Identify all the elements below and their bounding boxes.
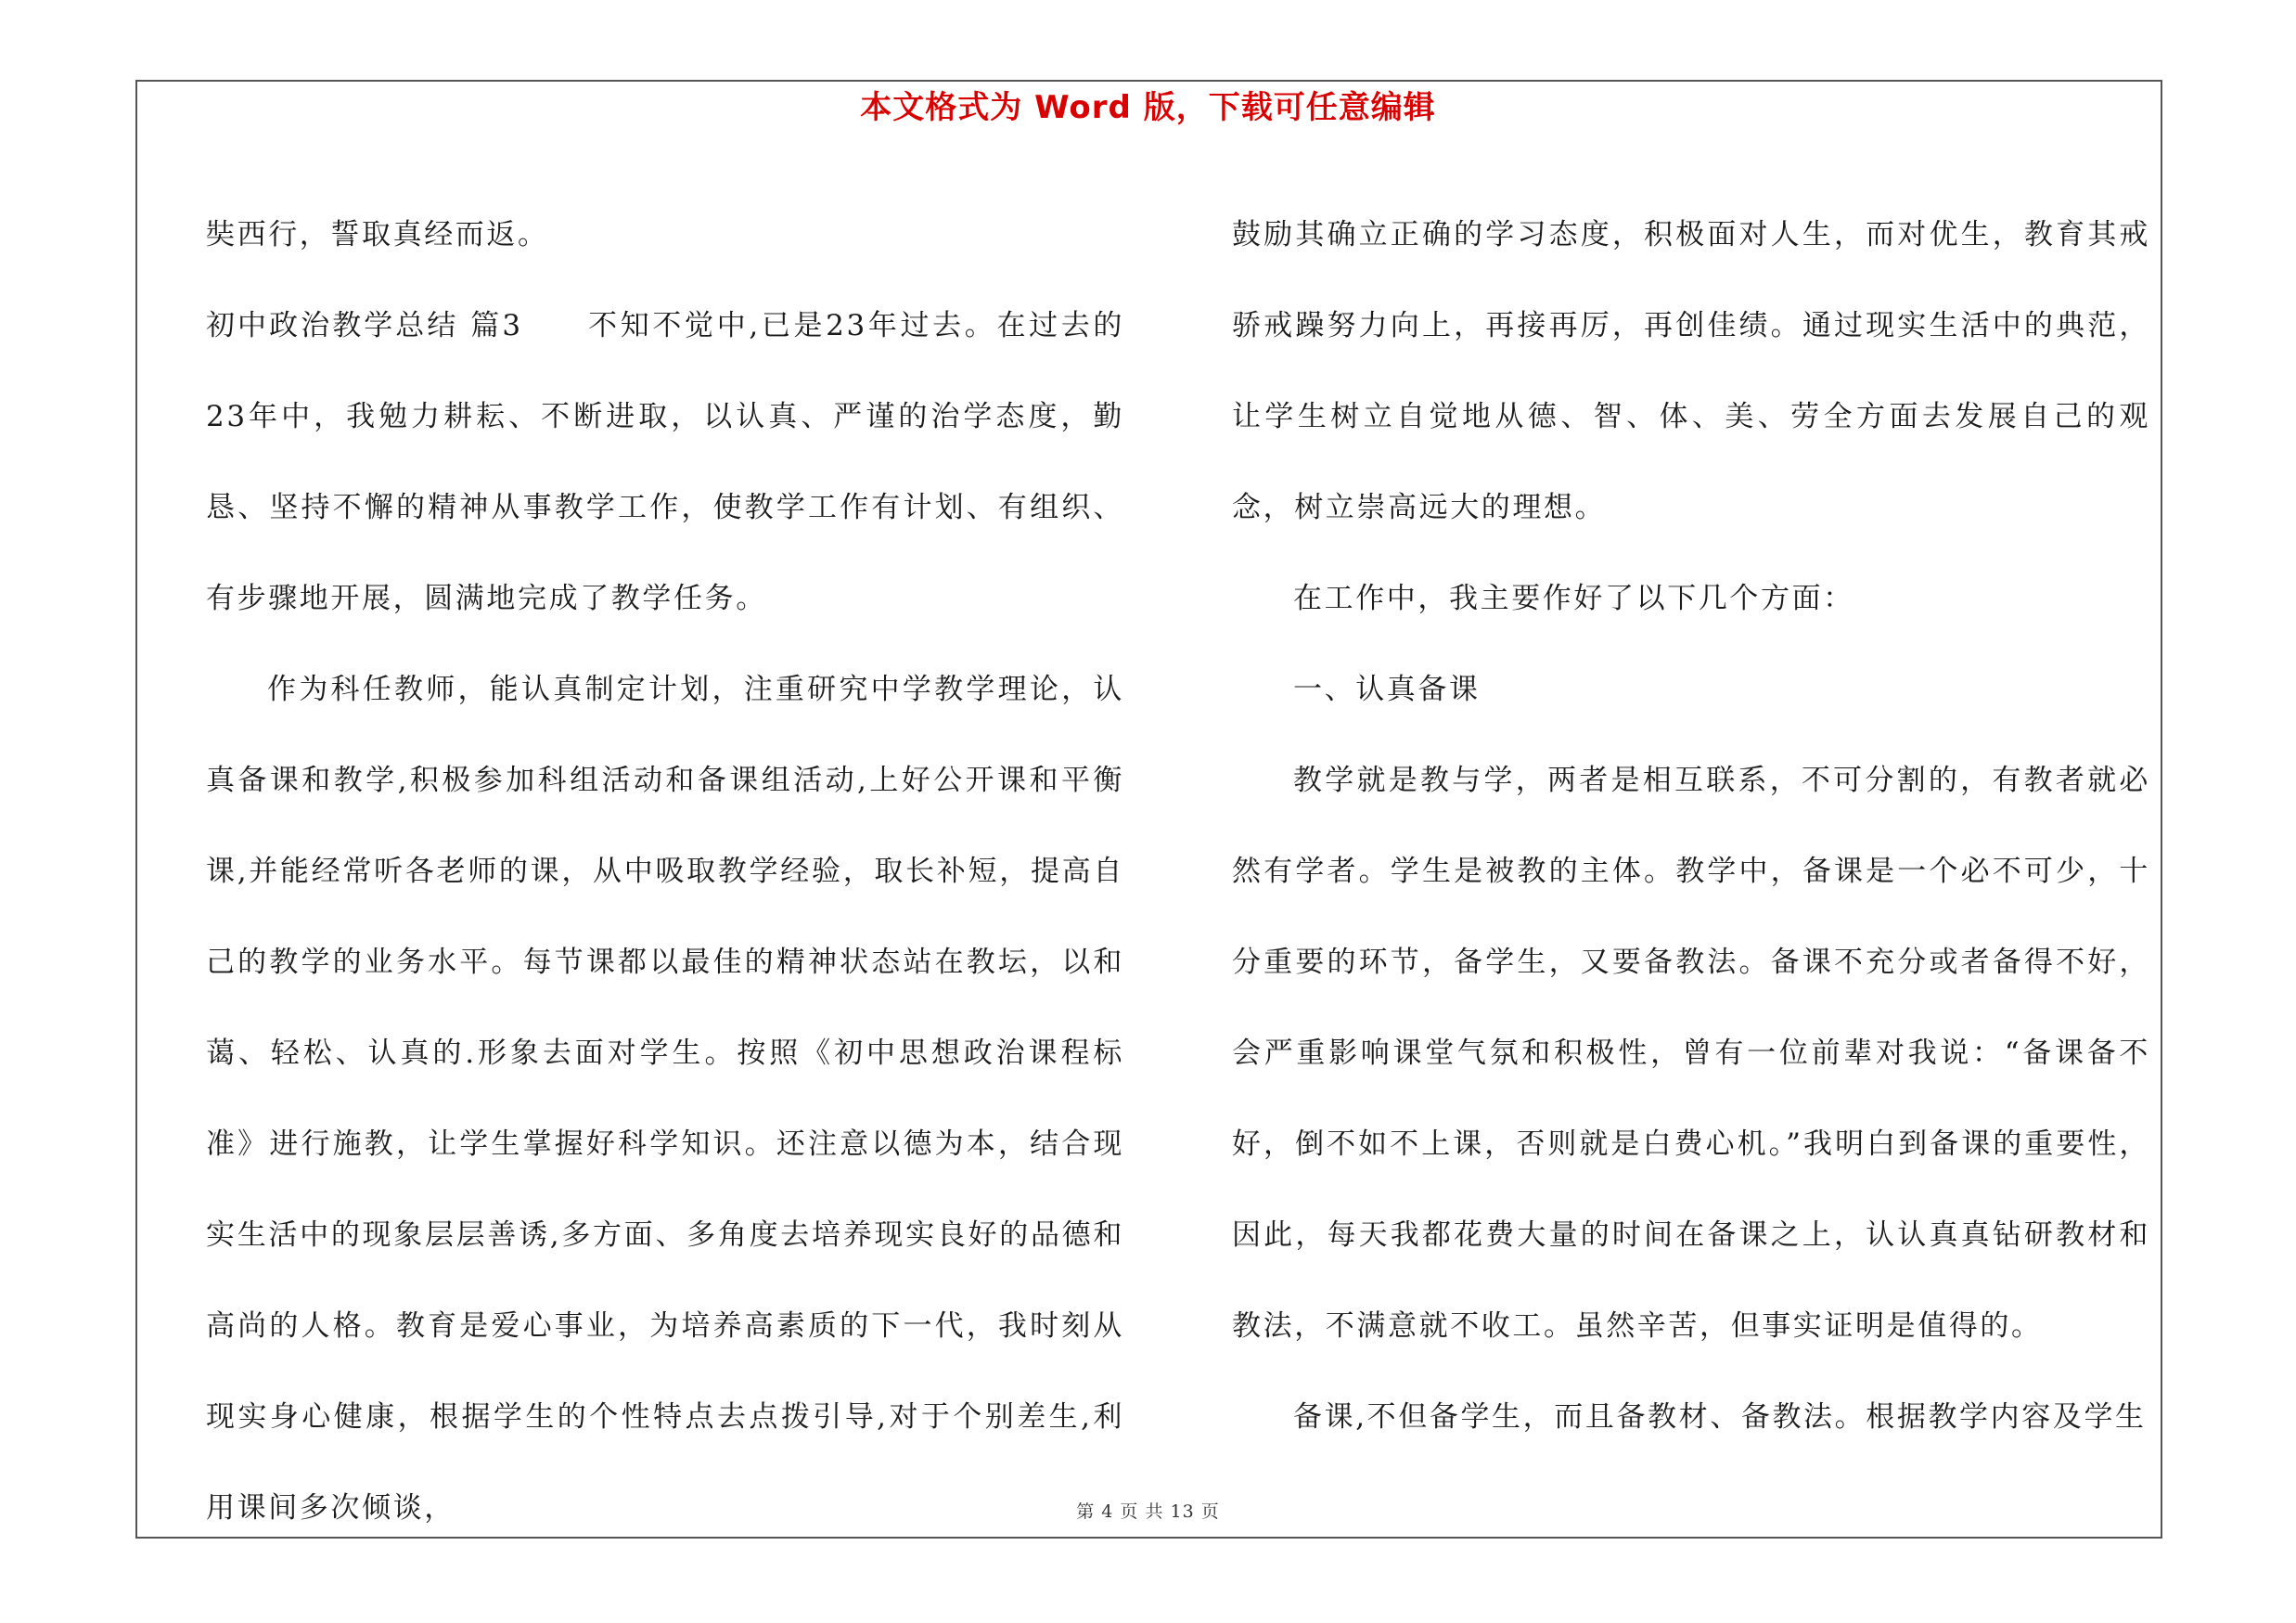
paragraph: 在工作中，我主要作好了以下几个方面： — [1293, 582, 1854, 615]
paragraph: 教学就是教与学，两者是相互联系，不可分割的，有教者就必然有学者。学生是被教的主体。教学中，备课是一个必不可少，十分重要的环节，备学生，又要备教法。备课不充分或者备得不好，会严重影响课堂气氛和积极性，曾有一位前辈对我说：“备课备不好，倒不如不上课，否则就是白费心机。”我明白到备课的重要性，因此，每天我都花费大量的时间在备课之上，认认真真钻研教材和教法，不满意就不收工。虽然辛苦，但事实证明是值得的。 — [1232, 764, 2150, 1343]
page-number: 第 4 页 共 13 页 — [1076, 1501, 1220, 1522]
paragraph: 奘西行，誓取真经而返。 — [206, 218, 549, 251]
paragraph: 鼓励其确立正确的学习态度，积极面对人生，而对优生，教育其戒骄戒躁努力向上，再接再厉，再创佳绩。通过现实生活中的典范，让学生树立自觉地从德、智、体、美、劳全方面去发展自己的观念，树立崇高远大的理想。 — [1232, 218, 2150, 524]
section-body: 不知不觉中,已是23年过去。在过去的23年中，我勉力耕耘、不断进取，以认真、严谨的治学态度，勤恳、坚持不懈的精神从事教学工作，使教学工作有计划、有组织、有步骤地开展，圆满地完成了教学任务。 — [206, 309, 1124, 615]
left-text-column — [206, 189, 1124, 1553]
format-notice-banner: 本文格式为 Word 版，下载可任意编辑 — [860, 89, 1436, 126]
paragraph: 作为科任教师，能认真制定计划，注重研究中学教学理论，认真备课和教学,积极参加科组活动和备课组活动,上好公开课和平衡课,并能经常听各老师的课，从中吸取教学经验，取长补短，提高自己的教学的业务水平。每节课都以最佳的精神状态站在教坛，以和蔼、轻松、认真的.形象去面对学生。按照《初中思想政治课程标准》进行施教，让学生掌握好科学知识。还注意以德为本，结合现实生活中的现象层层善诱,多方面、多角度去培养现实良好的品德和高尚的人格。教育是爱心事业，为培养高素质的下一代，我时刻从现实身心健康，根据学生的个性特点去点拨引导,对于个别差生,利用课间多次倾谈， — [206, 673, 1124, 1525]
section-title: 初中政治教学总结 篇3 — [206, 309, 523, 342]
section-paragraph — [206, 280, 1124, 644]
right-text-column — [1232, 189, 2150, 1462]
section-heading: 一、认真备课 — [1293, 673, 1481, 706]
paragraph: 备课,不但备学生，而且备教材、备教法。根据教学内容及学生 — [1293, 1400, 2147, 1434]
